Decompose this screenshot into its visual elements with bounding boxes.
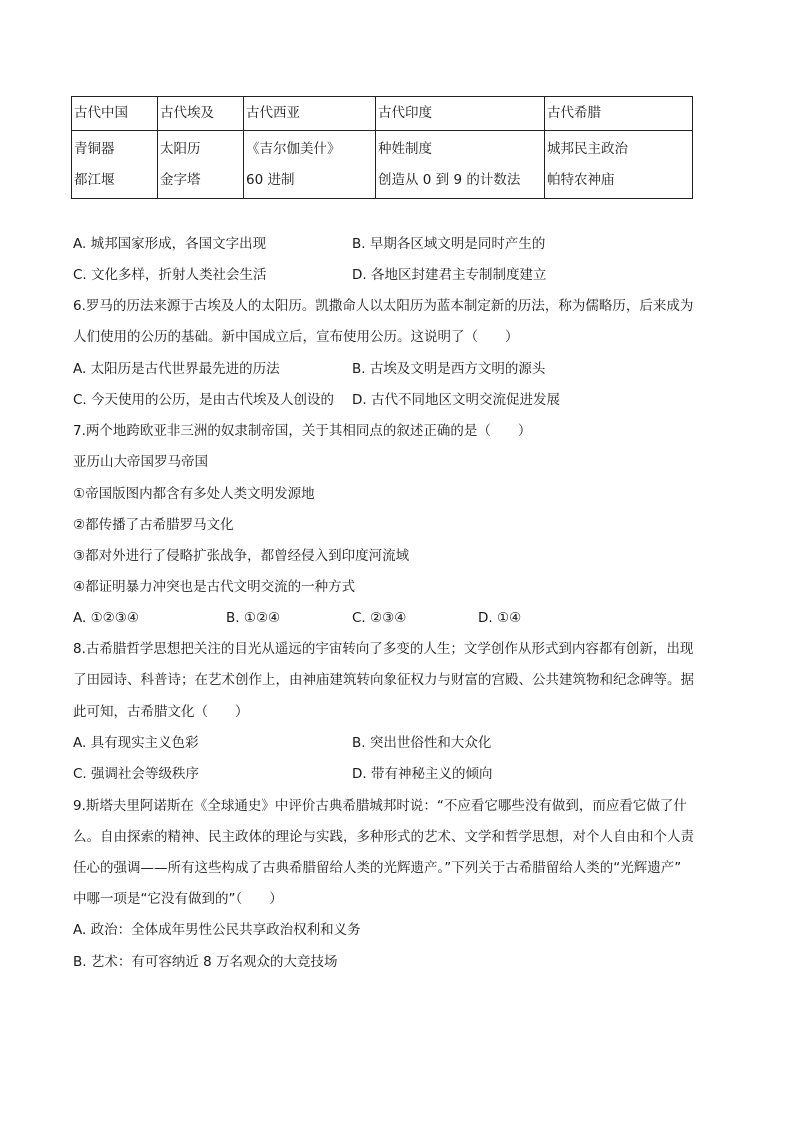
q6-option-a: A. 太阳历是古代世界最先进的历法	[73, 361, 280, 377]
q7-statement: ③都对外进行了侵略扩张战争，都曾经侵入到印度河流域	[73, 548, 410, 564]
q9-option-b: B. 艺术：有可容纳近 8 万名观众的大竞技场	[73, 954, 338, 970]
cell-line: 帕特农神庙	[547, 172, 615, 188]
q6-stem-line: 人们使用的公历的基础。新中国成立后，宣布使用公历。这说明了（ ）	[73, 329, 519, 345]
table-cell	[244, 131, 376, 199]
table-cell	[158, 131, 244, 199]
table-header-cell: 古代中国	[72, 97, 158, 131]
table-cell	[72, 131, 158, 199]
q7-option-a: A. ①②③④	[73, 610, 139, 626]
q8-option-a: A. 具有现实主义色彩	[73, 735, 199, 751]
cell-line: 创造从 0 到 9 的计数法	[378, 172, 521, 188]
cell-line: 《吉尔伽美什》	[246, 141, 341, 157]
q6-option-b: B. 古埃及文明是西方文明的源头	[352, 361, 546, 377]
q8-stem-line: 了田园诗、科普诗；在艺术创作上，由神庙建筑转向象征权力与财富的宫殿、公共建筑物和纪念碑等。据	[73, 672, 694, 688]
cell-line: 青铜器	[74, 141, 115, 157]
q7-stem: 7.两个地跨欧亚非三洲的奴隶制帝国，关于其相同点的叙述正确的是（ ）	[73, 423, 532, 439]
cell-line: 金字塔	[160, 172, 201, 188]
q6-option-c: C. 今天使用的公历，是由古代埃及人创设的	[73, 392, 335, 408]
q8-stem-line: 此可知，古希腊文化（ ）	[73, 704, 249, 720]
q9-stem-line: 么。自由探索的精神、民主政体的理论与实践，多种形式的艺术、文学和哲学思想，对个人自由和个人责	[73, 829, 694, 845]
cell-line: 种姓制度	[378, 141, 432, 157]
table-row	[72, 131, 693, 199]
q5-option-a: A. 城邦国家形成，各国文字出现	[73, 236, 267, 252]
q7-subtitle: 亚历山大帝国罗马帝国	[73, 454, 208, 470]
q8-stem-line: 8.古希腊哲学思想把关注的目光从遥远的宇宙转向了多变的人生；文学创作从形式到内容都有创新，出现	[73, 641, 694, 657]
table-header-cell: 古代印度	[376, 97, 545, 131]
table-header-cell: 古代西亚	[244, 97, 376, 131]
q5-option-d: D. 各地区封建君主专制制度建立	[352, 267, 547, 283]
table-header-row	[72, 97, 693, 131]
cell-line: 都江堰	[74, 172, 115, 188]
table-cell	[376, 131, 545, 199]
q6-stem-line: 6.罗马的历法来源于古埃及人的太阳历。凯撒命人以太阳历为蓝本制定新的历法，称为儒略历，后来成为	[73, 298, 694, 314]
q8-option-b: B. 突出世俗性和大众化	[352, 735, 492, 751]
q9-stem-line: 9.斯塔夫里阿诺斯在《全球通史》中评价古典希腊城邦时说：“不应看它哪些没有做到，而应看它做了什	[73, 798, 687, 814]
q8-option-c: C. 强调社会等级秩序	[73, 766, 200, 782]
q6-option-d: D. 古代不同地区文明交流促进发展	[352, 392, 560, 408]
q8-option-d: D. 带有神秘主义的倾向	[352, 766, 493, 782]
q5-option-c: C. 文化多样，折射人类社会生活	[73, 267, 267, 283]
table-header-cell: 古代埃及	[158, 97, 244, 131]
q5-option-b: B. 早期各区域文明是同时产生的	[352, 236, 546, 252]
cell-line: 城邦民主政治	[547, 141, 628, 157]
cell-line: 太阳历	[160, 141, 201, 157]
q7-statement: ④都证明暴力冲突也是古代文明交流的一种方式	[73, 579, 356, 595]
table-cell	[545, 131, 693, 199]
table-header-cell: 古代希腊	[545, 97, 693, 131]
q9-stem-line: 中哪一项是“它没有做到的”（ ）	[73, 891, 283, 907]
civilization-table	[71, 96, 693, 199]
q7-statement: ②都传播了古希腊罗马文化	[73, 517, 234, 533]
q7-option-d: D. ①④	[478, 610, 522, 626]
cell-line: 60 进制	[246, 172, 295, 188]
q7-statement: ①帝国版图内都含有多处人类文明发源地	[73, 486, 315, 502]
q9-stem-line: 任心的强调——所有这些构成了古典希腊留给人类的光辉遗产。”下列关于古希腊留给人类的“光辉遗产”	[73, 860, 682, 876]
q7-option-c: C. ②③④	[352, 610, 407, 626]
q7-option-b: B. ①②④	[226, 610, 281, 626]
q9-option-a: A. 政治：全体成年男性公民共享政治权利和义务	[73, 922, 361, 938]
